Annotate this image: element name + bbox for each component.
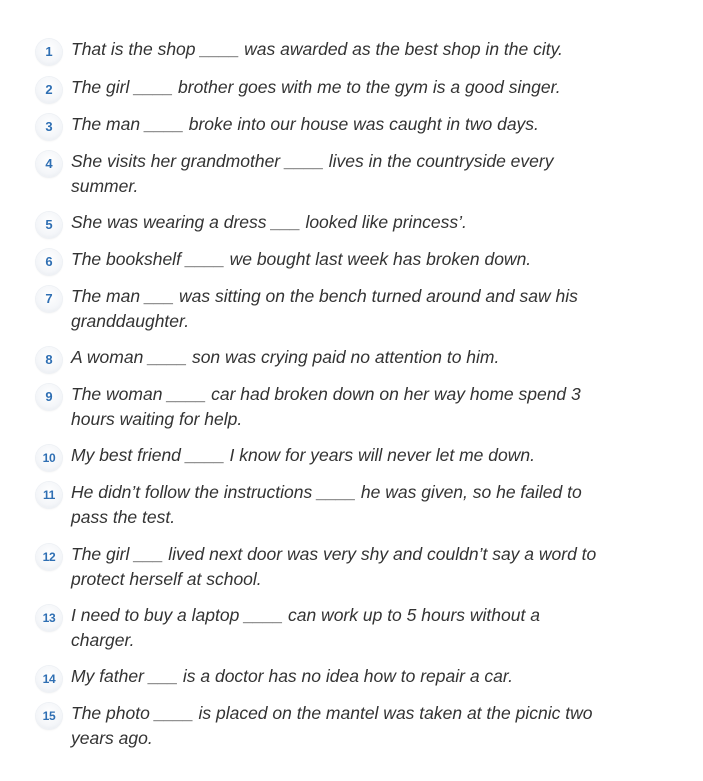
question-text: The girl ___ lived next door was very shy and couldn’t say a word to protect herself at school. bbox=[71, 544, 597, 589]
question-text: The woman ____ car had broken down on her way home spend 3 hours waiting for help. bbox=[71, 384, 581, 429]
question-number-badge: 7 bbox=[36, 286, 62, 312]
question-number-badge: 14 bbox=[36, 666, 62, 692]
question-number-badge: 15 bbox=[36, 703, 62, 729]
question-text: I need to buy a laptop ____ can work up to 5 hours without a charger. bbox=[71, 605, 540, 650]
question-number-badge: 1 bbox=[36, 39, 62, 65]
question-text: The bookshelf ____ we bought last week has broken down. bbox=[71, 249, 532, 269]
question-text: My best friend ____ I know for years will never let me down. bbox=[71, 445, 535, 465]
question-number-badge: 2 bbox=[36, 77, 62, 103]
question-number-badge: 9 bbox=[36, 384, 62, 410]
question-number-badge: 5 bbox=[36, 212, 62, 238]
question-text: The girl ____ brother goes with me to the gym is a good singer. bbox=[71, 77, 561, 97]
question-number-badge: 10 bbox=[36, 445, 62, 471]
question-number-badge: 3 bbox=[36, 114, 62, 140]
question-text: The photo ____ is placed on the mantel was taken at the picnic two years ago. bbox=[71, 703, 593, 748]
question-number-badge: 6 bbox=[36, 249, 62, 275]
question-text: She visits her grandmother ____ lives in the countryside every summer. bbox=[71, 151, 554, 196]
question-number-badge: 11 bbox=[36, 482, 62, 508]
question-text: The man ____ broke into our house was caught in two days. bbox=[71, 114, 539, 134]
question-number-badge: 4 bbox=[36, 151, 62, 177]
question-number-badge: 8 bbox=[36, 347, 62, 373]
question-text: A woman ____ son was crying paid no attention to him. bbox=[71, 347, 500, 367]
question-text: He didn’t follow the instructions ____ he was given, so he failed to pass the test. bbox=[71, 482, 582, 527]
question-number-badge: 13 bbox=[36, 605, 62, 631]
question-text: My father ___ is a doctor has no idea how to repair a car. bbox=[71, 666, 513, 686]
question-number-badge: 12 bbox=[36, 544, 62, 570]
question-text: She was wearing a dress ___ looked like princess’. bbox=[71, 212, 467, 232]
question-text: The man ___ was sitting on the bench turned around and saw his granddaughter. bbox=[71, 286, 578, 331]
question-text: That is the shop ____ was awarded as the best shop in the city. bbox=[71, 39, 563, 59]
